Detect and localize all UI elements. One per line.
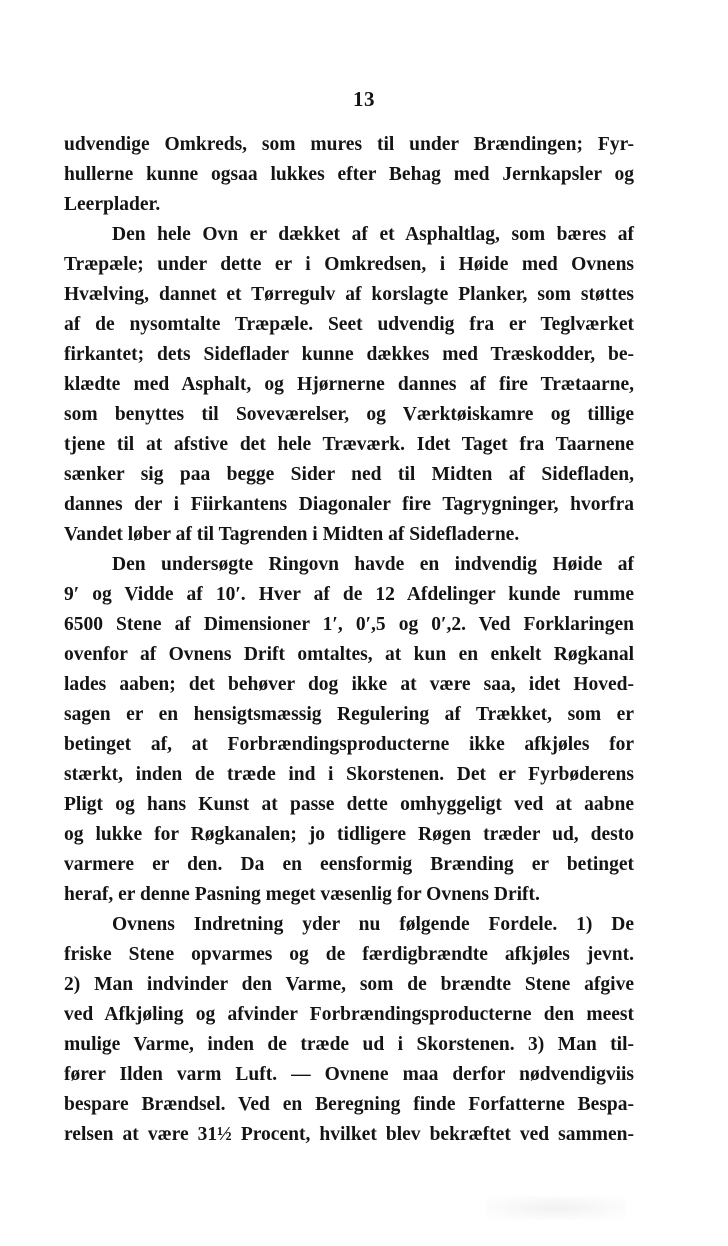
text-line: klædte med Asphalt, og Hjørnerne dannes af fire Trætaarne, (64, 374, 634, 395)
text-line: Vandet løber af til Tagrenden i Midten af Sidefladerne. (64, 524, 520, 545)
text-line: hullerne kunne ogsaa lukkes efter Behag med Jernkapsler og (64, 164, 634, 185)
text-line: Træpæle; under dette er i Omkredsen, i Høide med Ovnens (64, 254, 634, 275)
text-line: stærkt, inden de træde ind i Skorstenen. Det er Fyrbøderens (64, 764, 634, 785)
text-line: betinget af, at Forbrændingsproducterne ikke afkjøles for (64, 734, 634, 755)
text-line: udvendige Omkreds, som mures til under Brændingen; Fyr- (64, 134, 634, 155)
text-line: som benyttes til Soveværelser, og Værktøiskamre og tillige (64, 404, 634, 425)
text-line: lades aaben; det behøver dog ikke at være saa, idet Hoved- (64, 674, 634, 695)
text-line: firkantet; dets Sideflader kunne dækkes med Træskodder, be- (64, 344, 634, 365)
text-line: og lukke for Røgkanalen; jo tidligere Røgen træder ud, desto (64, 824, 634, 845)
text-line: sænker sig paa begge Sider ned til Midten af Sidefladen, (64, 464, 634, 485)
text-line: friske Stene opvarmes og de færdigbrændte afkjøles jevnt. (64, 944, 634, 965)
page-number: 13 (353, 87, 375, 111)
text-line: dannes der i Fiirkantens Diagonaler fire Tagrygninger, hvorfra (64, 494, 634, 515)
text-line: heraf, er denne Pasning meget væsenlig for Ovnens Drift. (64, 884, 540, 905)
text-line: ovenfor af Ovnens Drift omtaltes, at kun en enkelt Røgkanal (64, 644, 634, 665)
text-line: af de nysomtalte Træpæle. Seet udvendig fra er Teglværket (64, 314, 634, 335)
body-text (64, 130, 634, 1150)
text-line: mulige Varme, inden de træde ud i Skorstenen. 3) Man til- (64, 1034, 634, 1055)
text-line: 9′ og Vidde af 10′. Hver af de 12 Afdelinger kunde rumme (64, 584, 634, 605)
text-line: tjene til at afstive det hele Træværk. Idet Taget fra Taarnene (64, 434, 634, 455)
text-line: 2) Man indvinder den Varme, som de brændte Stene afgive (64, 974, 634, 995)
paper-stain (486, 1196, 626, 1220)
text-line: 6500 Stene af Dimensioner 1′, 0′,5 og 0′,2. Ved Forklaringen (64, 614, 634, 635)
text-line: Den undersøgte Ringovn havde en indvendig Høide af (112, 554, 634, 575)
text-line: Hvælving, dannet et Tørregulv af korslagte Planker, som støttes (64, 284, 634, 305)
text-line: Ovnens Indretning yder nu følgende Fordele. 1) De (112, 914, 634, 935)
text-line: Leerplader. (64, 194, 161, 215)
text-line: fører Ilden varm Luft. — Ovnene maa derfor nødvendigviis (64, 1064, 634, 1085)
text-line: relsen at være 31½ Procent, hvilket blev bekræftet ved sammen- (64, 1124, 634, 1145)
text-line: Den hele Ovn er dækket af et Asphaltlag, som bæres af (112, 224, 634, 245)
text-line: sagen er en hensigtsmæssig Regulering af Trækket, som er (64, 704, 634, 725)
text-line: varmere er den. Da en eensformig Brænding er betinget (64, 854, 634, 875)
text-line: bespare Brændsel. Ved en Beregning finde Forfatterne Bespa- (64, 1094, 634, 1115)
text-line: Pligt og hans Kunst at passe dette omhyggeligt ved at aabne (64, 794, 634, 815)
text-line: ved Afkjøling og afvinder Forbrændingsproducterne den meest (64, 1004, 634, 1025)
